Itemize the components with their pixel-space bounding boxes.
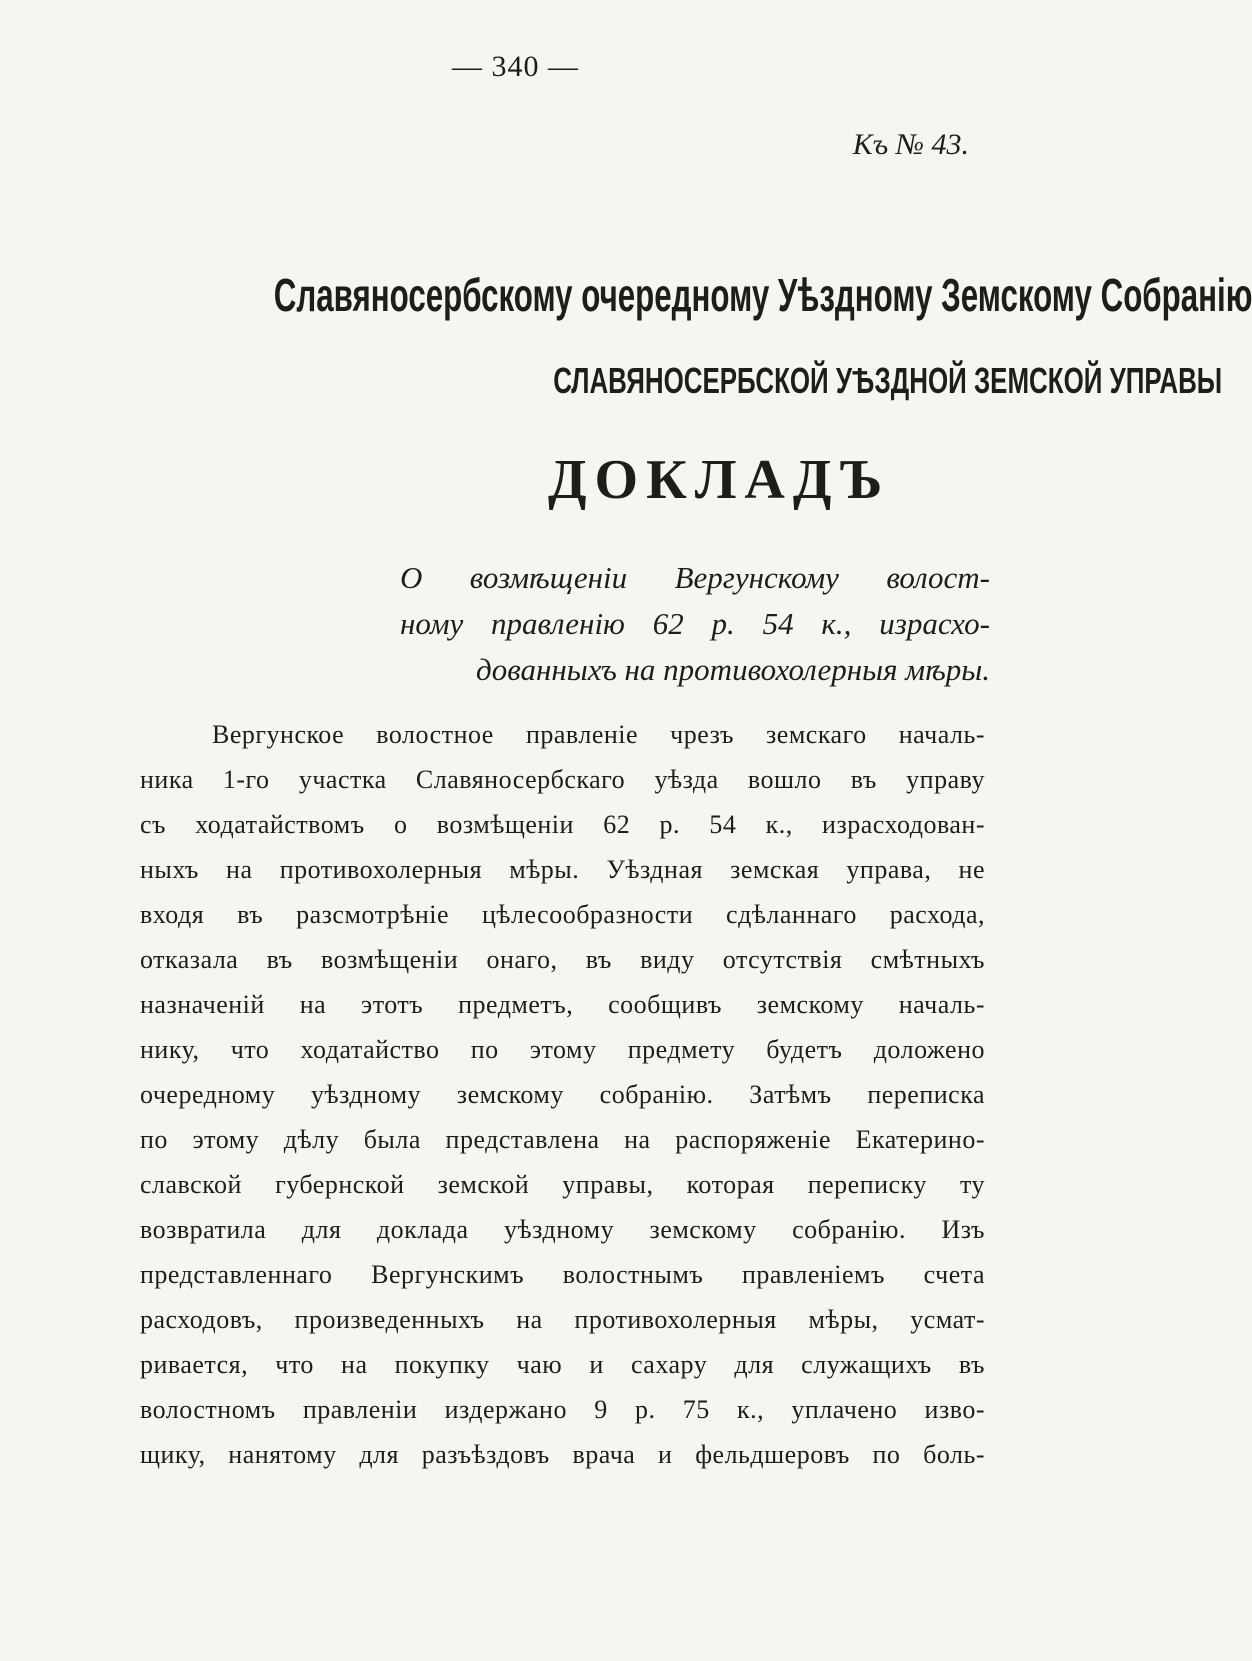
body-line: Вергунское волостное правленіе чрезъ земскаго началь- [212, 720, 985, 749]
body-paragraph [140, 712, 985, 1477]
body-line: по этому дѣлу была представлена на распоряженіе Екатерино- [140, 1125, 985, 1154]
reference-number: Къ № 43. [852, 128, 969, 161]
body-line: съ ходатайствомъ о возмѣщеніи 62 р. 54 к., израсходован- [140, 810, 985, 839]
document-title-sender [553, 360, 1223, 402]
document-title-addressee [273, 268, 1252, 322]
page-number: — 340 — [452, 50, 579, 83]
body-line: ривается, что на покупку чаю и сахару для служащихъ въ [140, 1350, 985, 1379]
body-line: щику, нанятому для разъѣздовъ врача и фельдшеровъ по боль- [140, 1440, 985, 1469]
subject-line: О возмѣщеніи Вергунскому волост- [400, 560, 990, 595]
title-line-2: СЛАВЯНОСЕРБСКОЙ УѢЗДНОЙ ЗЕМСКОЙ УПРАВЫ [553, 360, 1223, 401]
body-line: представленнаго Вергунскимъ волостнымъ правленіемъ счета [140, 1260, 985, 1289]
body-line: ныхъ на противохолерныя мѣры. Уѣздная земская управа, не [140, 855, 985, 884]
body-line: ника 1-го участка Славяносербскаго уѣзда вошло въ управу [140, 765, 985, 794]
body-line: славской губернской земской управы, которая переписку ту [140, 1170, 985, 1199]
subject-line: ному правленію 62 р. 54 к., израсхо- [400, 606, 990, 641]
body-line: назначеній на этотъ предметъ, сообщивъ земскому началь- [140, 990, 985, 1019]
body-line: отказала въ возмѣщеніи онаго, въ виду отсутствія смѣтныхъ [140, 945, 985, 974]
body-line: входя въ разсмотрѣніе цѣлесообразности сдѣланнаго расхода, [140, 900, 985, 929]
subject-line: дованныхъ на противохолерныя мѣры. [476, 652, 990, 687]
body-line: волостномъ правленіи издержано 9 р. 75 к., уплачено изво- [140, 1395, 985, 1424]
subject-block [400, 555, 990, 693]
body-line: нику, что ходатайство по этому предмету будетъ доложено [140, 1035, 985, 1064]
body-line: расходовъ, произведенныхъ на противохолерныя мѣры, усмат- [140, 1305, 985, 1334]
document-type-heading: ДОКЛАДЪ [548, 449, 891, 511]
body-line: возвратила для доклада уѣздному земскому собранію. Изъ [140, 1215, 985, 1244]
title-line-1: Славяносербскому очередному Уѣздному Земскому Собранію [273, 269, 1252, 321]
body-line: очередному уѣздному земскому собранію. Затѣмъ переписка [140, 1080, 985, 1109]
